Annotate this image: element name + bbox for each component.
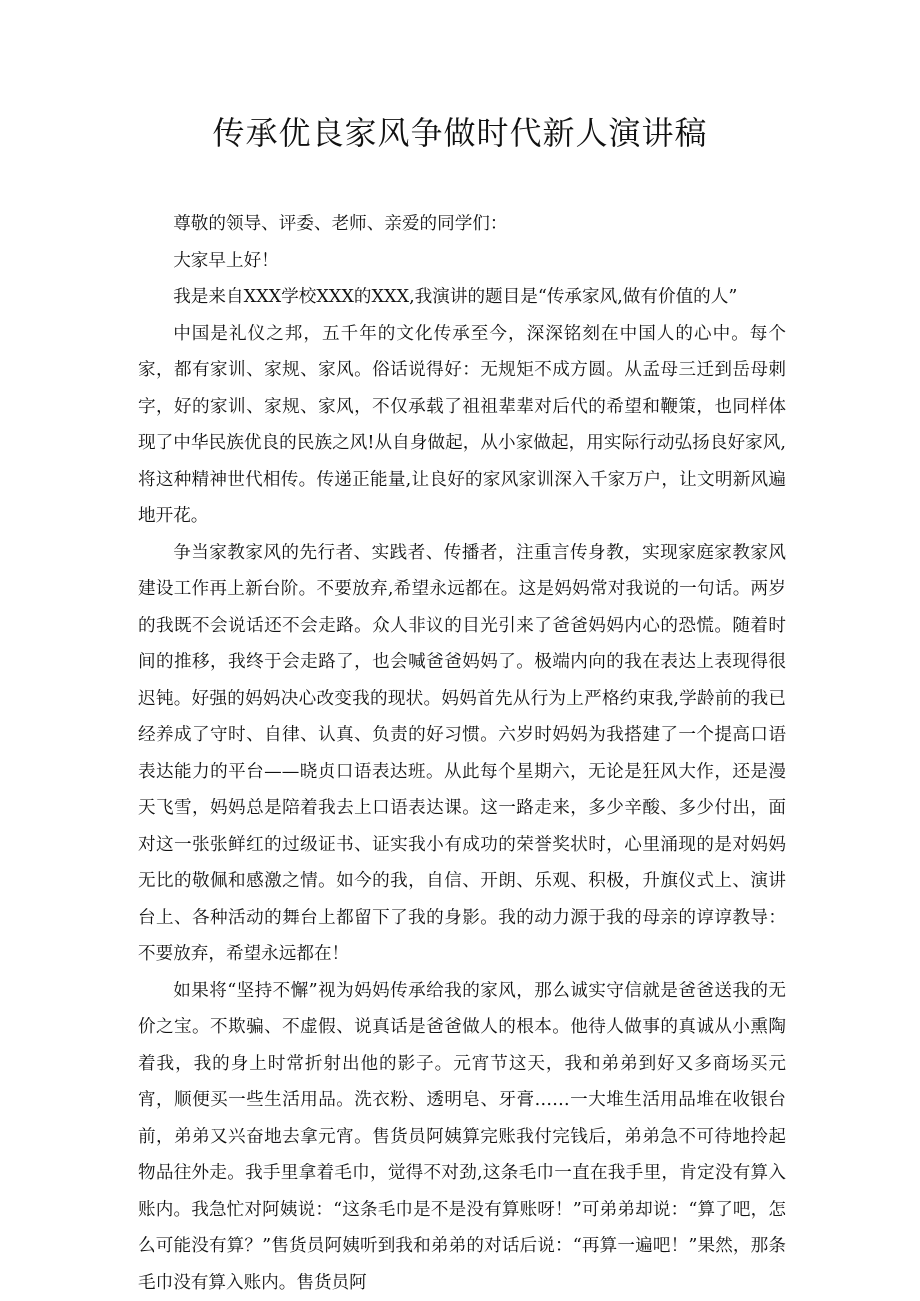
body-paragraph-mother: 争当家教家风的先行者、实践者、传播者，注重言传身教，实现家庭家教家风建设工作再上新台阶。不要放弃,希望永远都在。这是妈妈常对我说的一句话。两岁的我既不会说话还不会走路。众人非议的目光引来了爸爸妈妈内心的恐慌。随着时间的推移，我终于会走路了，也会喊爸爸妈妈了。极端内向的我在表达上表现得很迟钝。好强的妈妈决心改变我的现状。妈妈首先从行为上严格约束我,学龄前的我已经养成了守时、自律、认真、负责的好习惯。六岁时妈妈为我搭建了一个提高口语表达能力的平台——晓贞口语表达班。从此每个星期六，无论是狂风大作，还是漫天飞雪，妈妈总是陪着我去上口语表达课。这一路走来，多少辛酸、多少付出，面对这一张张鲜红的过级证书、证实我小有成功的荣誉奖状时，心里涌现的是对妈妈无比的敬佩和感激之情。如今的我，自信、开朗、乐观、积极，升旗仪式上、演讲台上、各种活动的舞台上都留下了我的身影。我的动力源于我的母亲的谆谆教导：不要放弃，希望永远都在！: [138, 542, 786, 964]
body-paragraph-father: 如果将“坚持不懈”视为妈妈传承给我的家风，那么诚实守信就是爸爸送我的无价之宝。不欺骗、不虚假、说真话是爸爸做人的根本。他待人做事的真诚从小熏陶着我，我的身上时常折射出他的影子。元宵节这天，我和弟弟到好又多商场买元宵，顺便买一些生活用品。洗衣粉、透明皂、牙膏……一大堆生活用品堆在收银台前，弟弟又兴奋地去拿元宵。售货员阿姨算完账我付完钱后，弟弟急不可待地拎起物品往外走。我手里拿着毛巾，觉得不对劲,这条毛巾一直在我手里，肯定没有算入账内。我急忙对阿姨说：“这条毛巾是不是没有算账呀！”可弟弟却说：“算了吧，怎么可能没有算？”售货员阿姨听到我和弟弟的对话后说：“再算一遍吧！”果然，那条毛巾没有算入账内。售货员阿: [138, 980, 786, 1293]
intro-paragraph: 我是来自XXX学校XXX的XXX,我演讲的题目是“传承家风,做有价值的人”: [173, 287, 738, 307]
body-paragraph-family-tradition: 中国是礼仪之邦，五千年的文化传承至今，深深铭刻在中国人的心中。每个家，都有家训、家规、家风。俗话说得好：无规矩不成方圆。从孟母三迁到岳母刺字，好的家训、家规、家风，不仅承载了祖祖辈辈对后代的希望和鞭策，也同样体现了中华民族优良的民族之风!从自身做起，从小家做起，用实际行动弘扬良好家风,将这种精神世代相传。传递正能量,让良好的家风家训深入千家万户，让文明新风遍地开花。: [138, 323, 786, 526]
document-title: 传承优良家风争做时代新人演讲稿: [212, 114, 708, 152]
greeting-paragraph: 大家早上好！: [173, 250, 279, 271]
document-body: [138, 206, 786, 1301]
salutation-paragraph: 尊敬的领导、评委、老师、亲爱的同学们：: [173, 214, 508, 234]
